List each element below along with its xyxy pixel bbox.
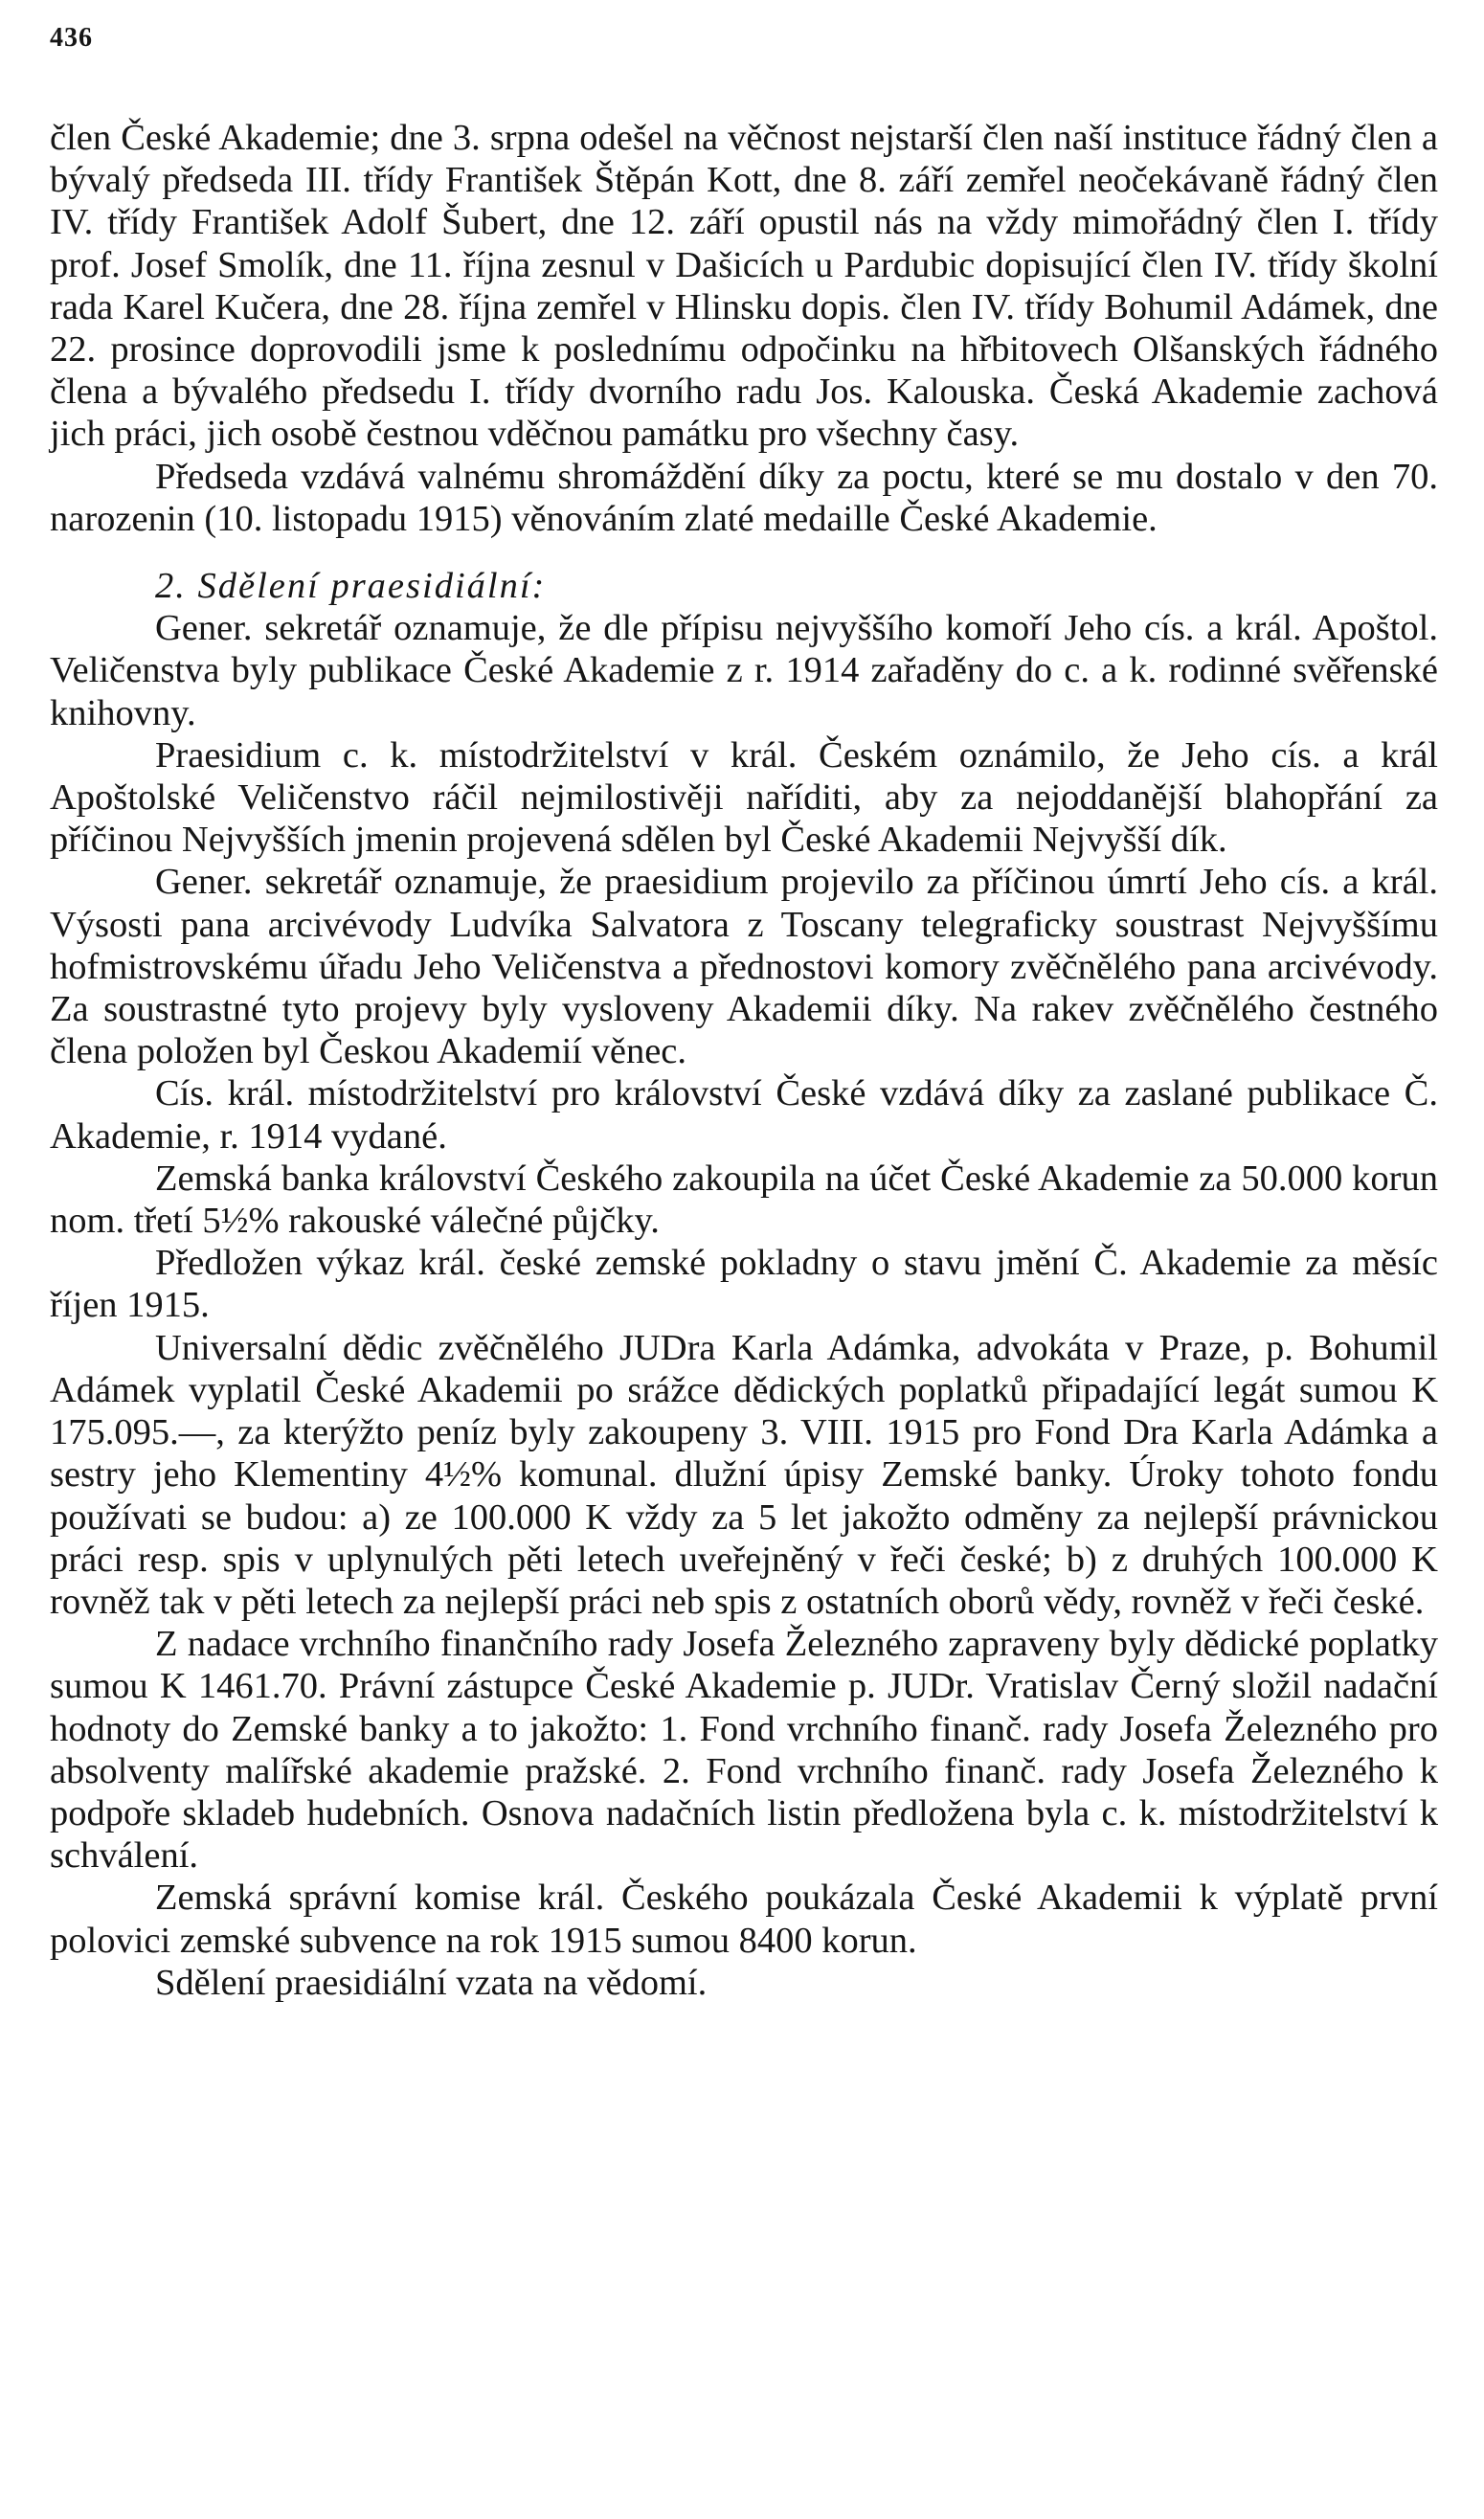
paragraph-treasury-report: Předložen výkaz král. české zemské pokladny o stavu jmění Č. Akademie za měsíc říjen 1915. [50, 1243, 1438, 1326]
paragraph-governorship-thanks: Cís. král. místodržitelství pro království České vzdává díky za zaslané publikace Č. Akademie, r. 1914 vydané. [50, 1073, 1438, 1157]
section-heading: 2. Sdělení praesidiální: [155, 566, 547, 607]
paragraph-land-subsidy: Zemská správní komise král. Českého poukázala České Akademii k výplatě první polovici zemské subvence na rok 1915 sumou 8400 korun. [50, 1878, 1438, 1961]
paragraph-adamek-fund: Universalní dědic zvěčnělého JUDra Karla Adámka, advokáta v Praze, p. Bohumil Adámek vyplatil České Akademii po srážce dědických poplatků připadající legát sumou K 175.095.—, za kterýžto peníz byly zakoupeny 3. VIII. 1915 pro Fond Dra Karla Adámka a sestry jeho Klementiny 4½% komunal. dlužní úpisy Zemské banky. Úroky tohoto fondu používati se budou: a) ze 100.000 K vždy za 5 let jakožto odměny za nejlepší právnickou práci resp. spis v uplynulých pěti letech uveřejněný v řeči české; b) z druhých 100.000 K rovněž tak v pěti letech za nejlepší práci neb spis z ostatních oborů vědy, rovněž v řeči české. [50, 1327, 1438, 1622]
body-text [50, 117, 1438, 2004]
paragraph-chairman-thanks: Předseda vzdává valnému shromáždění díky za poctu, které se mu dostalo v den 70. narozenin (10. listopadu 1915) věnováním zlaté medaille České Akademie. [50, 456, 1438, 539]
paragraph-publications-library: Gener. sekretář oznamuje, že dle přípisu nejvyššího komoří Jeho cís. a král. Apoštol. Veličenstva byly publikace České Akademie z r. 1914 zařaděny do c. a k. rodinné svěřenské knihovny. [50, 608, 1438, 733]
paragraph-deceased-members: člen České Akademie; dne 3. srpna odešel na věčnost nejstarší člen naší instituce řádný člen a bývalý předseda III. třídy František Štěpán Kott, dne 8. září zemřel neočekávaně řádný člen IV. třídy František Adolf Šubert, dne 12. září opustil nás na vždy mimořádný člen I. třídy prof. Josef Smolík, dne 11. října zesnul v Dašicích u Pardubic dopisující člen IV. třídy školní rada Karel Kučera, dne 28. října zemřel v Hlinsku dopis. člen IV. třídy Bohumil Adámek, dne 22. prosince doprovodili jsme k poslednímu odpočinku na hřbitovech Olšanských řádného člena a bývalého předsedu I. třídy dvorního radu Jos. Kalouska. Česká Akademie zachová jich práci, jich osobě čestnou vděčnou památku pro všechny časy. [50, 118, 1438, 455]
paragraph-acknowledged: Sdělení praesidiální vzata na vědomí. [155, 1962, 708, 2003]
paragraph-war-loan: Zemská banka království Českého zakoupila na účet České Akademie za 50.000 korun nom. třetí 5½% rakouské válečné půjčky. [50, 1158, 1438, 1242]
paragraph-condolences: Gener. sekretář oznamuje, že praesidium projevilo za příčinou úmrtí Jeho cís. a král. Výsosti pana arcivévody Ludvíka Salvatora z Toscany telegraficky soustrast Nejvyššímu hofmistrovskému úřadu Jeho Veličenstva a přednostovi komory zvěčnělého pana arcivévody. Za soustrastné tyto projevy byly vysloveny Akademii díky. Na rakev zvěčnělého čestného člena položen byl Českou Akademií věnec. [50, 862, 1438, 1072]
page-number: 436 [50, 23, 93, 53]
paragraph-imperial-thanks: Praesidium c. k. místodržitelství v král. Českém oznámilo, že Jeho cís. a král Apoštolské Veličenstvo ráčil nejmilostivěji naříditi, aby za nejoddanější blahopřání za příčinou Nejvyšších jmenin projevená sdělen byl České Akademii Nejvyšší dík. [50, 734, 1438, 861]
paragraph-zelezny-foundation: Z nadace vrchního finančního rady Josefa Železného zapraveny byly dědické poplatky sumou K 1461.70. Právní zástupce České Akademie p. JUDr. Vratislav Černý složil nadační hodnoty do Zemské banky a to jakožto: 1. Fond vrchního finanč. rady Josefa Železného pro absolventy malířské akademie pražské. 2. Fond vrchního finanč. rady Josefa Železného k podpoře skladeb hudebních. Osnova nadačních listin předložena byla c. k. místodržitelství k schválení. [50, 1624, 1438, 1877]
